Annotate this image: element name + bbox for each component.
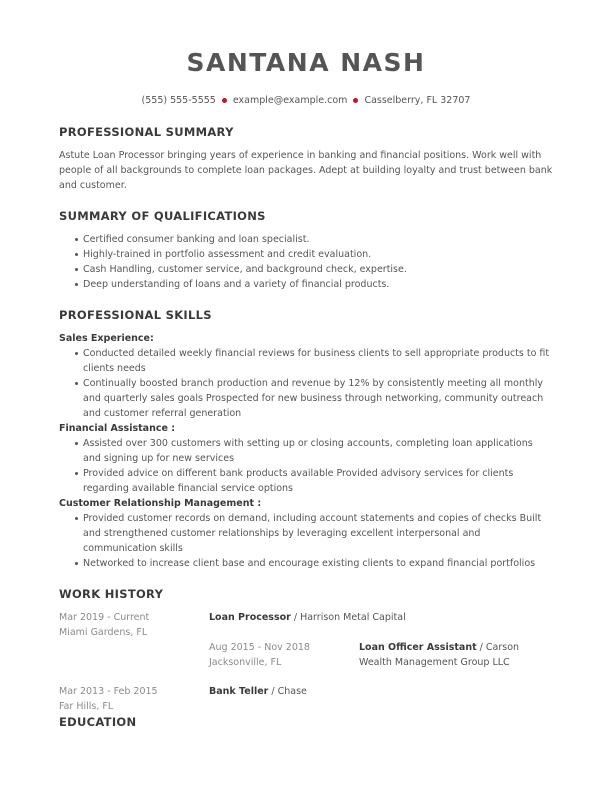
phone: (555) 555-5555 xyxy=(141,95,216,106)
qualifications-list xyxy=(59,232,553,292)
job-location: Miami Gardens, FL xyxy=(59,627,148,638)
job-location: Jacksonville, FL xyxy=(209,657,282,668)
location: Casselberry, FL 32707 xyxy=(364,95,471,106)
skill-group-list xyxy=(59,511,553,571)
job-company: Chase xyxy=(277,686,307,697)
list-item: Deep understanding of loans and a variety of financial products. xyxy=(59,277,553,292)
summary-text: Astute Loan Processor bringing years of experience in banking and financial positions. Work well with people of all backgrounds to complete loan packages. Adept at building loyalty and trust between bank and customer. xyxy=(59,150,553,191)
separator-dot-icon xyxy=(222,98,227,103)
skills-heading: PROFESSIONAL SKILLS xyxy=(59,308,212,322)
job-separator: / xyxy=(290,612,301,623)
job-dates: Aug 2015 - Nov 2018 xyxy=(209,642,310,653)
job-dates: Mar 2019 - Current xyxy=(59,612,150,623)
job-dates: Mar 2013 - Feb 2015 xyxy=(59,686,158,697)
summary-heading: PROFESSIONAL SUMMARY xyxy=(59,125,234,139)
skills-block xyxy=(59,331,553,571)
job-dates-location xyxy=(59,684,158,714)
job-separator: / xyxy=(268,686,278,697)
list-item: Cash Handling, customer service, and background check, expertise. xyxy=(59,262,553,277)
job-company: Carson Wealth Management Group LLC xyxy=(359,642,520,668)
job-title: Loan Officer Assistant xyxy=(359,642,477,653)
skill-group-list xyxy=(59,346,553,421)
job-separator: / xyxy=(476,642,486,653)
list-item: Conducted detailed weekly financial reviews for business clients to sell appropriate products to fit clients needs xyxy=(59,346,553,376)
skill-group-list xyxy=(59,436,553,496)
work-history-heading: WORK HISTORY xyxy=(59,587,164,601)
contact-line xyxy=(0,95,612,106)
list-item: Continually boosted branch production and revenue by 12% by consistently meeting all monthly and quarterly sales goals Prospected for new business through networking, community outreach and customer referral generation xyxy=(59,376,553,421)
job-title: Bank Teller xyxy=(209,686,269,697)
job-dates-location xyxy=(59,610,149,640)
email[interactable]: example@example.com xyxy=(232,95,348,106)
list-item: Networked to increase client base and encourage existing clients to expand financial portfolios xyxy=(59,556,553,571)
job-location: Far Hills, FL xyxy=(59,701,114,712)
list-item: Highly-trained in portfolio assessment and credit evaluation. xyxy=(59,247,553,262)
skill-group-title: Customer Relationship Management : xyxy=(59,498,262,509)
education-heading: EDUCATION xyxy=(59,715,137,729)
skill-group-title: Sales Experience: xyxy=(59,333,154,344)
job-company: Harrison Metal Capital xyxy=(300,612,406,623)
job-title-company xyxy=(209,684,549,699)
list-item: Assisted over 300 customers with setting up or closing accounts, completing loan applications and signing up for new services xyxy=(59,436,553,466)
list-item: Certified consumer banking and loan specialist. xyxy=(59,232,553,247)
qualifications-heading: SUMMARY OF QUALIFICATIONS xyxy=(59,209,266,223)
job-title: Loan Processor xyxy=(209,612,291,623)
job-title-company xyxy=(359,640,554,670)
job-dates-location xyxy=(209,640,310,670)
list-item: Provided advice on different bank products available Provided advisory services for clients regarding available financial service options xyxy=(59,466,553,496)
job-title-company xyxy=(209,610,549,625)
list-item: Provided customer records on demand, including account statements and copies of checks Built and strengthened customer relationships by leveraging excellent interpersonal and communication skills xyxy=(59,511,553,556)
skill-group-title: Financial Assistance : xyxy=(59,423,176,434)
candidate-name: SANTANA NASH xyxy=(186,48,426,77)
separator-dot-icon xyxy=(353,98,358,103)
